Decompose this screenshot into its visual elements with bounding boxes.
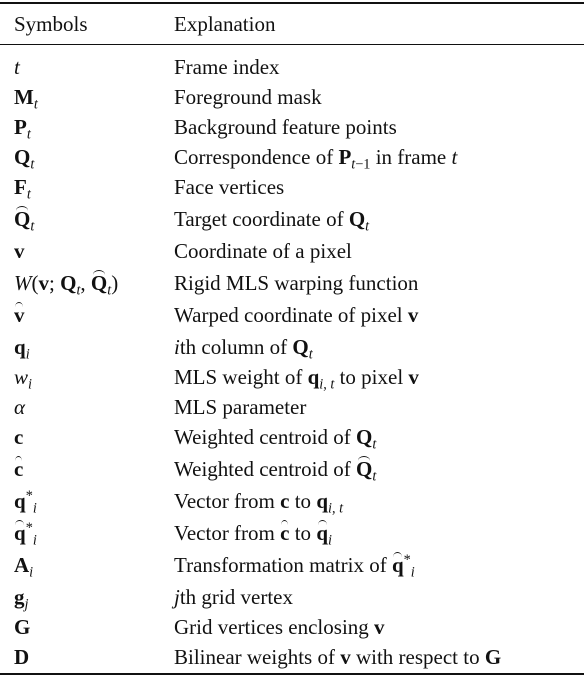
symbol-cell: c [14,425,24,449]
explanation-cell: Face vertices [174,175,285,199]
table-row [0,392,584,422]
table-row [0,332,584,362]
table-row [0,172,584,202]
table-row [0,82,584,112]
symbol-cell: v [14,239,25,263]
explanation-cell: Rigid MLS warping function [174,271,419,295]
explanation-cell: MLS weight of $q_{i, t}$ to pixel v [174,365,419,393]
explanation-cell: Coordinate of a pixel [174,239,352,263]
table-top-rule [0,2,584,4]
explanation-cell: Background feature points [174,115,397,139]
symbol-cell: t [14,55,20,79]
symbol-cell: v [14,300,25,330]
symbol-cell: W(v; $Q_t$, $Q_t$) [14,268,118,298]
explanation-cell: Warped coordinate of pixel v [174,303,419,327]
explanation-cell: Vector from c to $q_{i, t}$ [174,489,344,517]
explanation-cell: jth grid vertex [174,585,293,609]
header-symbols: Symbols [14,12,88,36]
symbol-cell: $A_i$ [14,553,34,581]
explanation-cell: Weighted centroid of $Q_t$ [174,425,377,453]
table-row [0,454,584,484]
explanation-cell: Target coordinate of $Q_t$ [174,207,370,235]
table-row [0,642,584,672]
explanation-cell: ith column of $Q_t$ [174,335,313,363]
table-bottom-rule [0,673,584,675]
table-row [0,268,584,298]
symbol-cell: $M_t$ [14,85,38,113]
explanation-cell: MLS parameter [174,395,307,419]
table-row [0,422,584,452]
explanation-cell: Foreground mask [174,85,322,109]
table-row [0,362,584,392]
symbol-cell: $P_t$ [14,115,31,143]
symbol-cell: $Q_t$ [14,145,35,173]
explanation-cell: Transformation matrix of $q^*_i$ [174,550,415,580]
table-row [0,112,584,142]
table-row [0,300,584,330]
symbol-cell: D [14,645,30,669]
table-row [0,52,584,82]
table-row [0,142,584,172]
table-row [0,204,584,234]
explanation-cell: Bilinear weights of v with respect to G [174,645,502,669]
symbol-cell: $F_t$ [14,175,31,203]
table-header-rule [0,44,584,45]
explanation-cell: Correspondence of $P_{t-1}$ in frame t [174,145,458,173]
explanation-cell: Weighted centroid of $Q_t$ [174,454,376,484]
table-row [0,236,584,266]
symbol-cell: c [14,454,23,484]
header-explanation: Explanation [174,12,276,36]
table-row [0,550,584,580]
symbol-cell: $q^*_i$ [14,488,37,517]
table-row [0,486,584,516]
symbol-cell: $g_j$ [14,585,29,613]
table-row [0,582,584,612]
table-row [0,518,584,548]
explanation-cell: Vector from c to $q_i$ [174,518,332,548]
symbol-cell: $q_i$ [14,335,30,363]
table-row [0,612,584,642]
explanation-cell: Grid vertices enclosing v [174,615,385,639]
symbol-cell: $q^*_i$ [14,518,37,548]
symbol-cell: α [14,395,26,419]
explanation-cell: Frame index [174,55,280,79]
symbol-cell: $w_i$ [14,365,32,393]
symbol-cell: G [14,615,31,639]
symbol-cell: $Q_t$ [14,204,34,234]
